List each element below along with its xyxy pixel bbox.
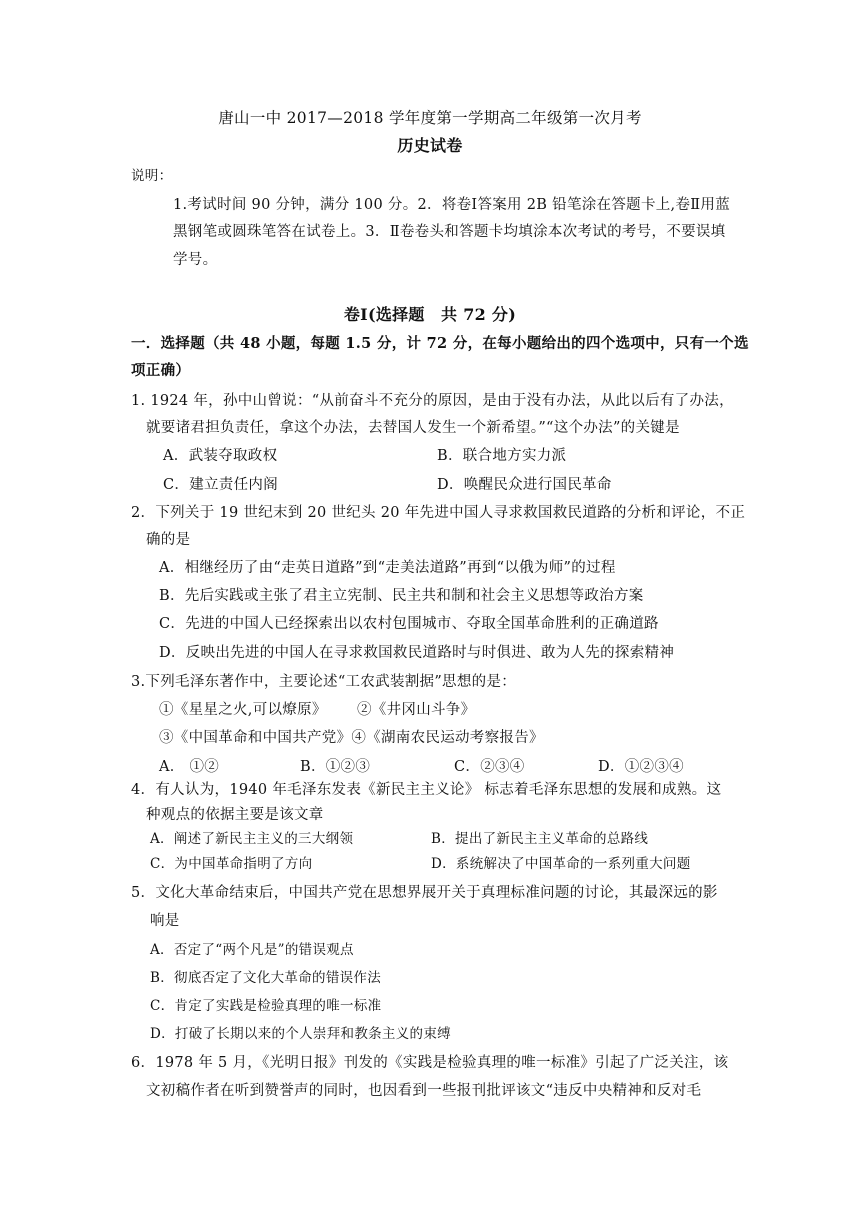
- question-3-item: ②《井冈山斗争》: [357, 702, 476, 718]
- question-5-stem: 5．文化大革命结束后，中国共产党在思想界展开关于真理标准问题的讨论，其最深远的影: [131, 885, 718, 901]
- question-5-option-d: D．打破了长期以来的个人崇拜和教条主义的束缚: [150, 1026, 451, 1042]
- notes-line: 黑钢笔或圆珠笔答在试卷上。3．Ⅱ卷卷头和答题卡均填涂本次考试的考号，不要误填: [173, 224, 726, 240]
- question-3-option-c: C．②③④: [454, 759, 525, 775]
- question-1-stem: 就要诸君担负责任，拿这个办法，去替国人发生一个新希望。”“这个办法”的关键是: [146, 420, 680, 436]
- question-1-option-a: A．武装夺取政权: [163, 448, 278, 464]
- question-5-option-a: A．否定了“两个凡是”的错误观点: [150, 942, 354, 958]
- question-3-stem: 3.下列毛泽东著作中，主要论述“工农武装割据”思想的是：: [131, 674, 517, 690]
- notes-label: 说明：: [131, 168, 173, 184]
- question-1-option-d: D．唤醒民众进行国民革命: [437, 477, 612, 493]
- question-2-option-a: A．相继经历了由“走英日道路”到“走美法道路”再到“以俄为师”的过程: [159, 560, 616, 576]
- question-1-stem: 1. 1924 年，孙中山曾说：“从前奋斗不充分的原因，是由于没有办法，从此以后有了办法，: [131, 393, 734, 409]
- question-3-item: ①《星星之火,可以燎原》: [159, 702, 327, 718]
- question-4-stem: 种观点的依据主要是该文章: [146, 807, 324, 823]
- question-2-stem: 2．下列关于 19 世纪末到 20 世纪头 20 年先进中国人寻求救国救民道路的分析和评论，不正: [131, 505, 746, 521]
- question-6-stem: 6．1978 年 5 月，《光明日报》刊发的《实践是检验真理的唯一标准》引起了广泛关注，该: [131, 1055, 729, 1071]
- question-5-option-b: B．彻底否定了文化大革命的错误作法: [150, 970, 382, 986]
- question-2-option-d: D．反映出先进的中国人在寻求救国救民道路时与时俱进、敢为人先的探索精神: [159, 645, 675, 661]
- question-4-option-b: B．提出了新民主主义革命的总路线: [431, 831, 649, 847]
- question-1-option-c: C．建立责任内阁: [163, 477, 278, 493]
- question-3-option-a: A． ①②: [159, 759, 220, 775]
- exam-subtitle: 历史试卷: [397, 136, 463, 155]
- question-2-stem: 确的是: [146, 532, 191, 548]
- question-4-option-c: C．为中国革命指明了方向: [150, 856, 313, 872]
- question-2-option-c: C．先进的中国人已经探索出以农村包围城市、夺取全国革命胜利的正确道路: [159, 616, 659, 632]
- question-4-option-d: D．系统解决了中国革命的一系列重大问题: [431, 856, 691, 872]
- exam-title: 唐山一中 2017—2018 学年度第一学期高二年级第一次月考: [218, 109, 642, 127]
- section-title: 卷Ⅰ(选择题 共 72 分): [343, 305, 517, 324]
- notes-line: 学号。: [173, 252, 218, 268]
- question-5-option-c: C．肯定了实践是检验真理的唯一标准: [150, 998, 382, 1014]
- question-6-stem: 文初稿作者在听到赞誉声的同时，也因看到一些报刊批评该文“违反中央精神和反对毛: [146, 1083, 702, 1099]
- question-4-option-a: A．阐述了新民主主义的三大纲领: [150, 831, 354, 847]
- question-3-option-b: B．①②③: [300, 759, 371, 775]
- notes-line: 1.考试时间 90 分钟，满分 100 分。2．将卷Ⅰ答案用 2B 铅笔涂在答题卡上,卷Ⅱ用蓝: [173, 197, 731, 213]
- question-5-stem: 响是: [150, 913, 180, 929]
- section-instruction: 项正确）: [131, 362, 191, 379]
- question-3-item: ③《中国革命和中国共产党》④《湖南农民运动考察报告》: [159, 730, 544, 746]
- section-instruction: 一．选择题（共 48 小题，每题 1.5 分，计 72 分，在每小题给出的四个选项中，只有一个选: [131, 335, 749, 352]
- question-2-option-b: B．先后实践或主张了君主立宪制、民主共和制和社会主义思想等政治方案: [159, 588, 644, 604]
- question-4-stem: 4．有人认为，1940 年毛泽东发表《新民主主义论》 标志着毛泽东思想的发展和成熟。这: [131, 782, 722, 798]
- question-1-option-b: B．联合地方实力派: [437, 448, 567, 464]
- question-3-option-d: D．①②③④: [598, 759, 684, 775]
